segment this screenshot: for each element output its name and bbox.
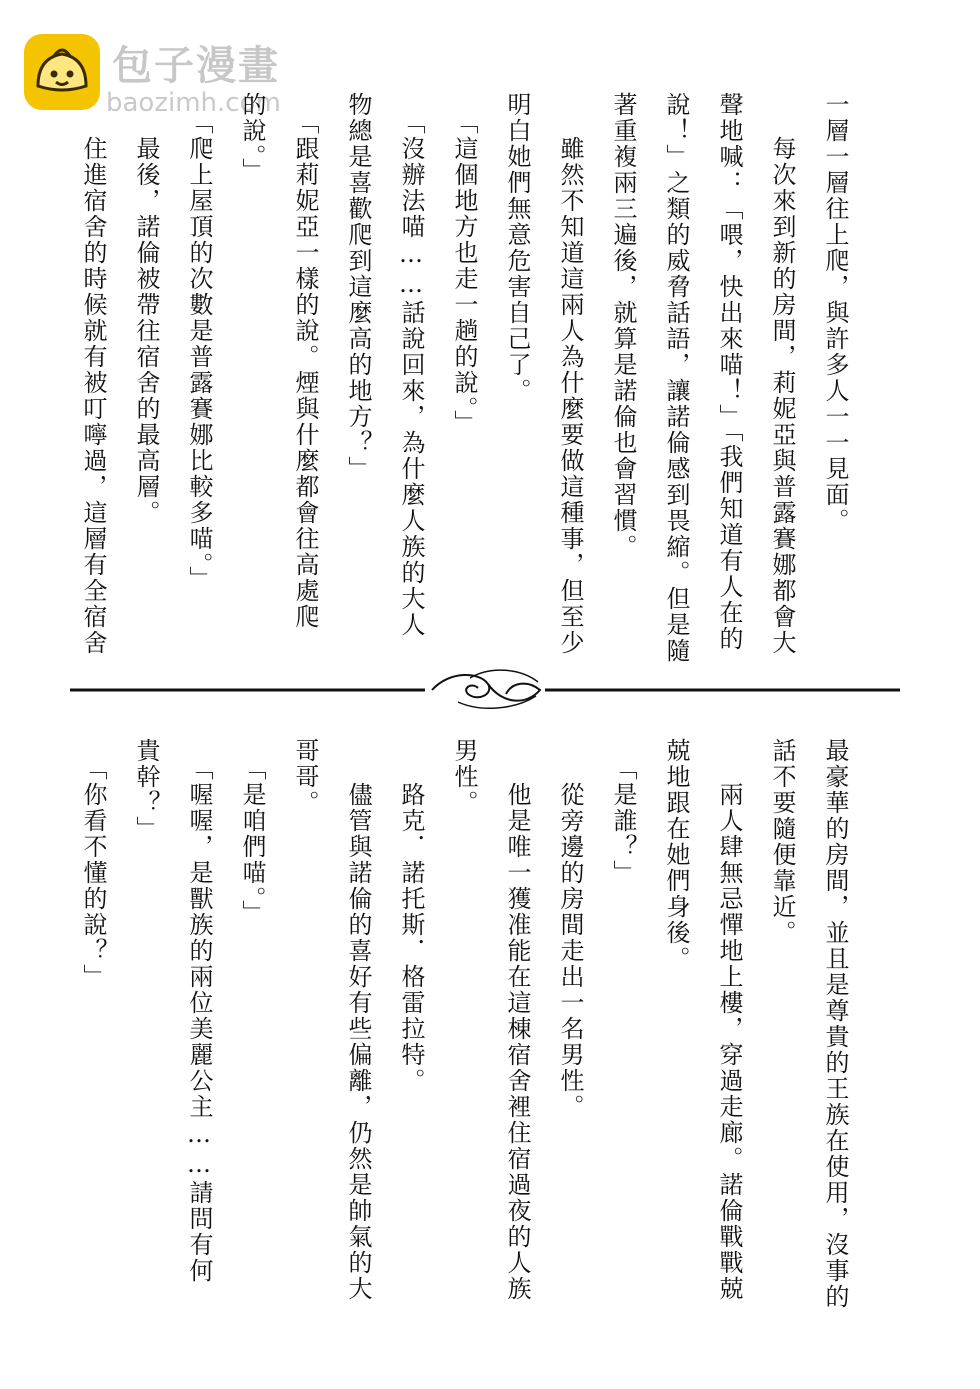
text-column: 「你看不懂的說？」 [79,756,107,990]
text-column: 最豪華的房間，並且是尊貴的王族在使用，沒事的 [821,738,849,1310]
text-column: 「這個地方也走一趟的說。」 [450,110,478,436]
bun-mascot-icon [24,34,100,110]
text-column: 「爬上屋頂的次數是普露賽娜比較多喵。」 [185,110,213,592]
text-column: 他是唯一獲准能在這棟宿舍裡住宿過夜的人族 [503,756,531,1302]
text-column: 的說。」 [238,92,266,184]
text-column: 一層一層往上爬，與許多人一一見面。 [821,92,849,534]
text-column: 「是咱們喵。」 [238,756,266,926]
text-column: 哥哥。 [291,738,319,816]
text-column: 雖然不知道這兩人為什麼要做這種事，但至少 [556,110,584,656]
ornamental-divider [70,660,900,720]
watermark-site-name: 包子漫畫 [112,43,280,89]
text-column: 兩人肆無忌憚地上樓，穿過走廊。諾倫戰戰兢 [715,756,743,1302]
text-column: 話不要隨便靠近。 [768,738,796,946]
text-column: 物總是喜歡爬到這麼高的地方？」 [344,92,372,482]
text-column: 聲地喊：「喂，快出來喵！」「我們知道有人在的 [715,92,743,652]
text-column: 著重複兩三遍後，就算是諾倫也會習慣。 [609,92,637,560]
text-column: 住進宿舍的時候就有被叮嚀過，這層有全宿舍 [79,110,107,656]
text-column: 「跟莉妮亞一樣的說。煙與什麼都會往高處爬 [291,110,319,630]
text-column: 路克．諾托斯．格雷拉特。 [397,756,425,1094]
watermark-domain: baozimh.com [106,88,281,118]
text-column: 男性。 [450,738,478,816]
text-column: 兢地跟在她們身後。 [662,738,690,972]
text-column: 「喔喔，是獸族的兩位美麗公主……請問有何 [185,756,213,1284]
text-column: 貴幹？」 [132,738,160,842]
text-column: 「是誰？」 [609,756,637,886]
text-column: 最後，諾倫被帶往宿舍的最高層。 [132,110,160,526]
text-column: 明白她們無意危害自己了。 [503,92,531,404]
text-column: 每次來到新的房間，莉妮亞與普露賽娜都會大 [768,110,796,656]
text-column: 從旁邊的房間走出一名男性。 [556,756,584,1120]
text-column: 「沒辦法喵……話說回來，為什麼人族的大人 [397,110,425,638]
text-column: 儘管與諾倫的喜好有些偏離，仍然是帥氣的大 [344,756,372,1302]
text-column: 說！」之類的威脅話語，讓諾倫感到畏縮。但是隨 [662,92,690,664]
